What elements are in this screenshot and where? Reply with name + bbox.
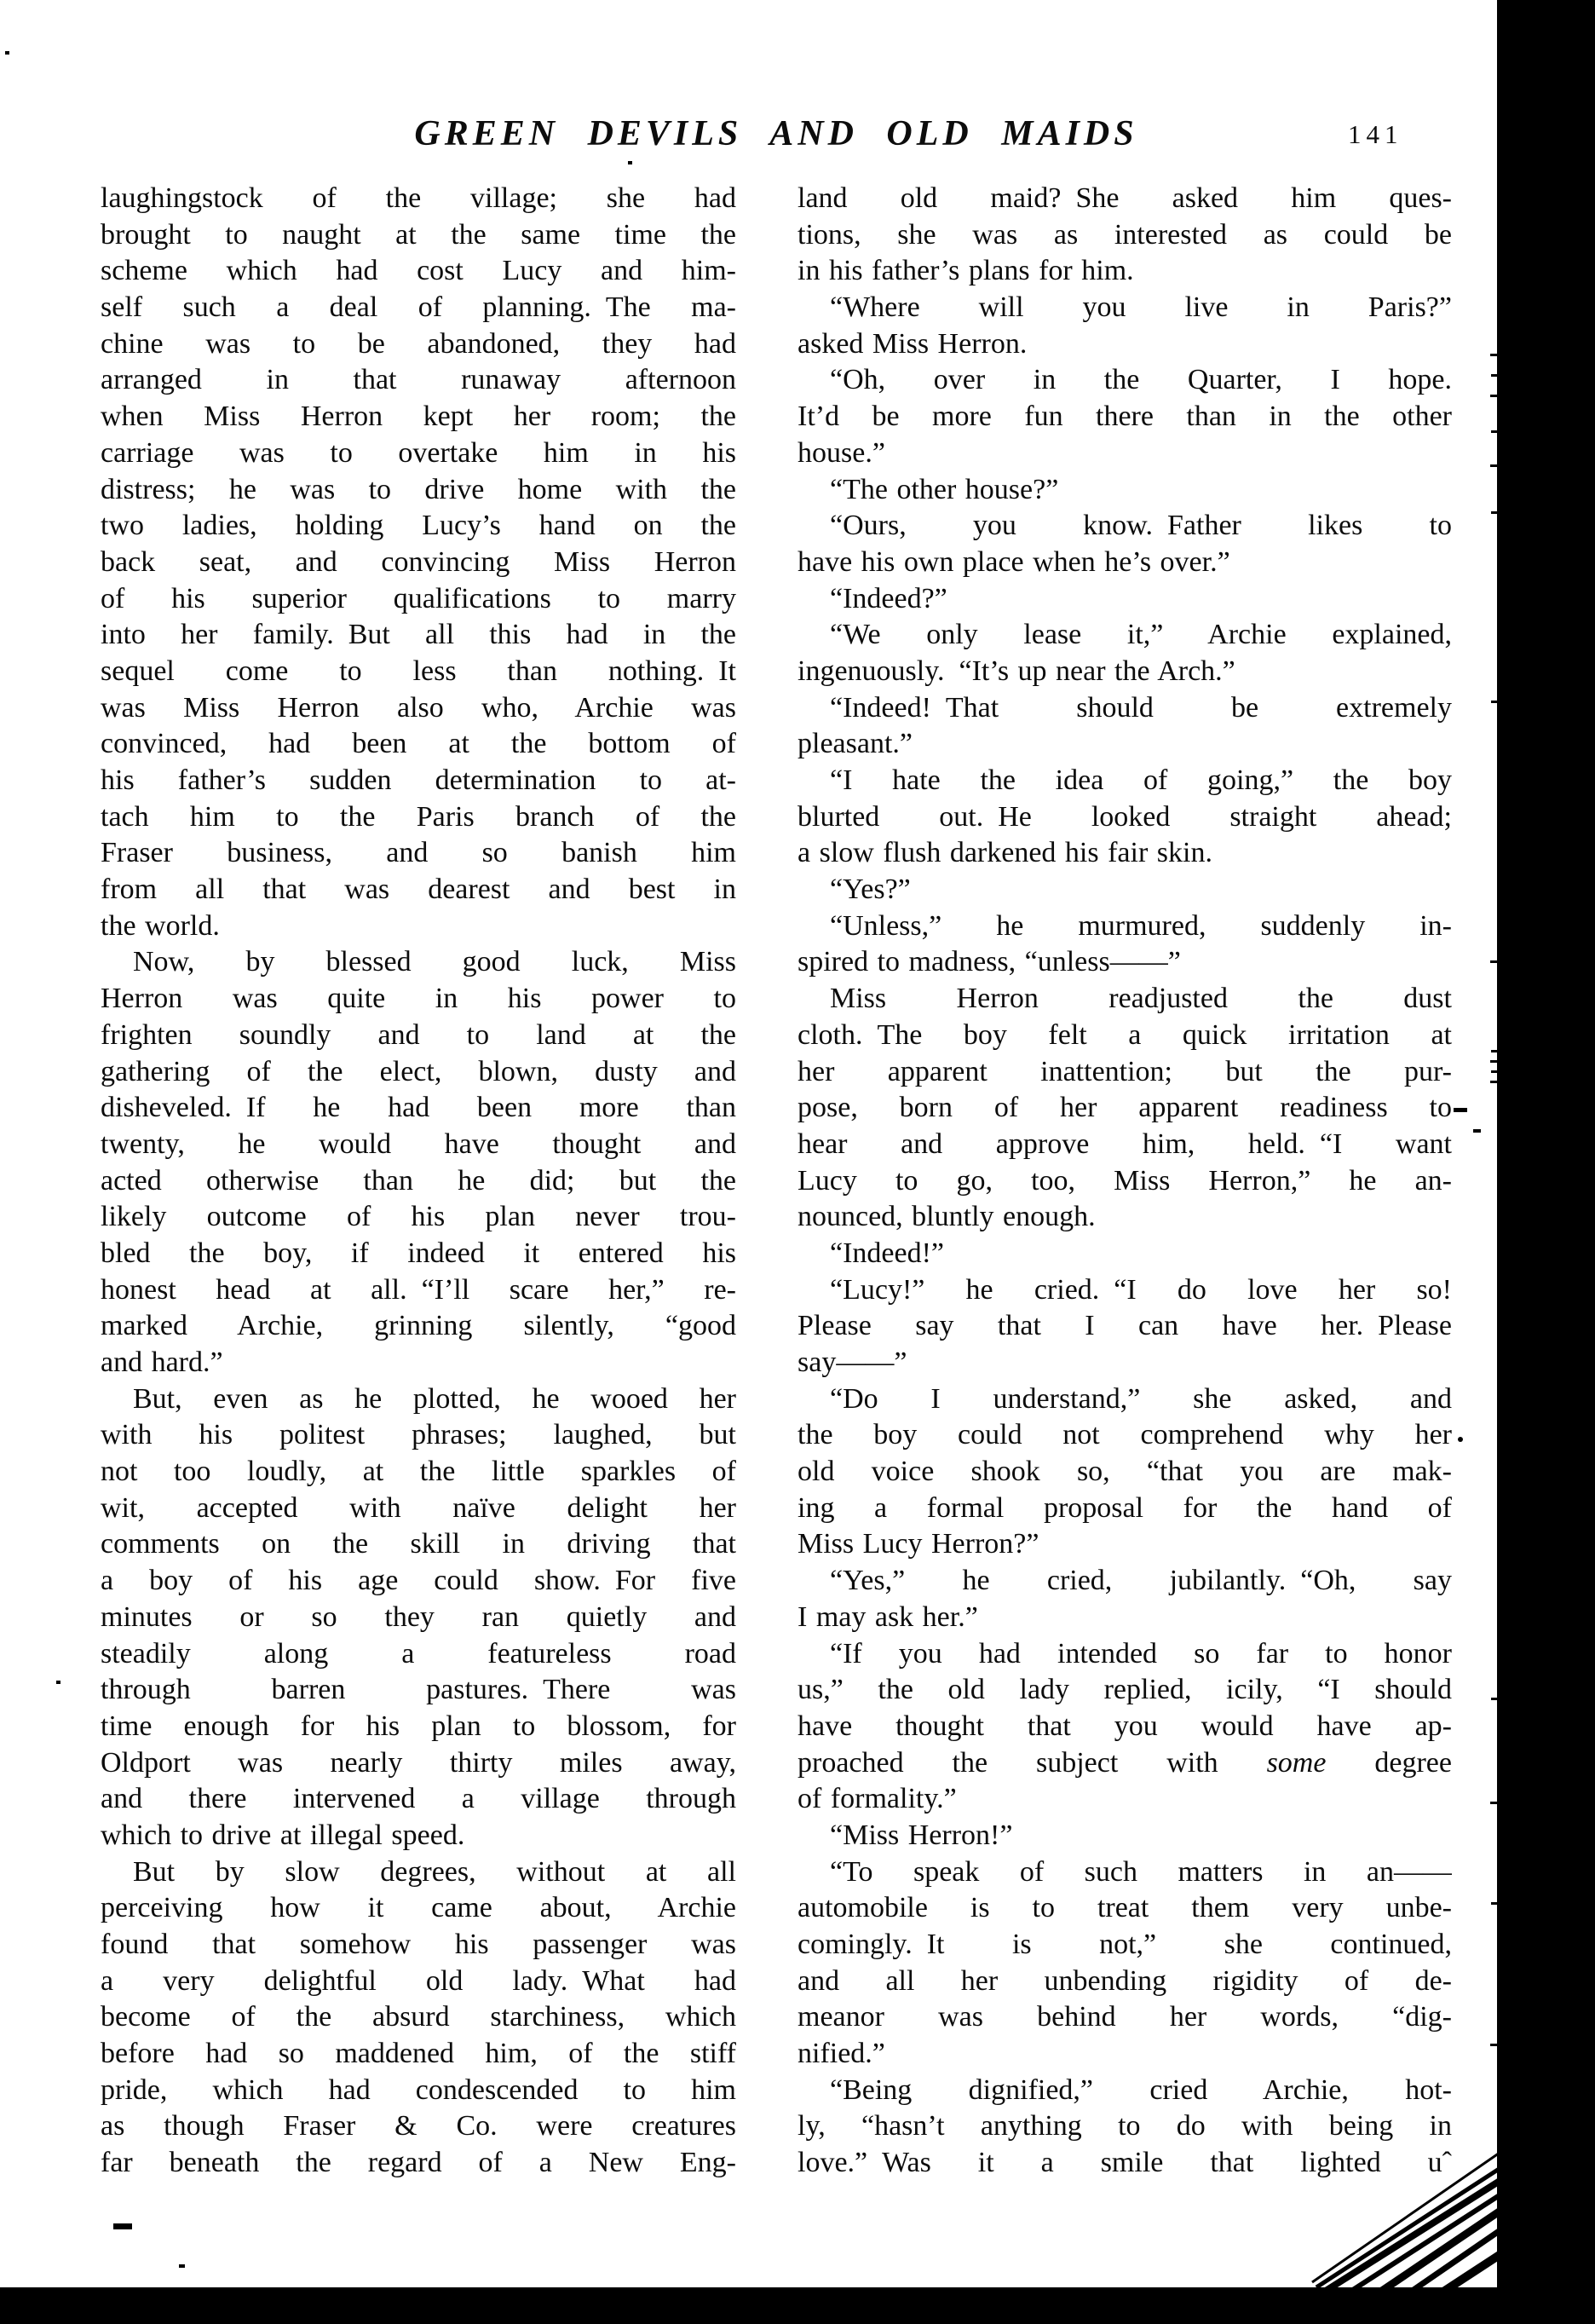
text-line: nified.” <box>798 2038 885 2070</box>
text-line: Miss Herron readjusted the dust <box>830 983 1452 1015</box>
text-line: when Miss Herron kept her room; the <box>101 401 736 433</box>
text-line: I may ask her.” <box>798 1600 978 1633</box>
text-line: distress; he was to drive home with the <box>101 473 736 505</box>
text-line: Now, by blessed good luck, Miss <box>133 946 736 978</box>
text-line: and there intervened a village through <box>101 1783 736 1815</box>
page-number: 141 <box>1348 119 1403 149</box>
text-line: acted otherwise than he did; but the <box>101 1164 736 1197</box>
text-line: her apparent inattention; but the pur- <box>798 1055 1452 1087</box>
text-line: pleasant.” <box>798 728 913 760</box>
text-line: “Yes?” <box>830 874 911 906</box>
text-line: of his superior qualifications to marry <box>101 582 736 614</box>
text-line: “Do I understand,” she asked, and <box>830 1382 1452 1415</box>
text-line: brought to naught at the same time the <box>101 218 736 251</box>
text-line: “Being dignified,” cried Archie, hot- <box>830 2073 1452 2106</box>
text-line: a very delightful old lady. What had <box>101 1964 736 1997</box>
text-line: “Yes,” he cried, jubilantly. “Oh, say <box>830 1565 1452 1597</box>
text-line: Oldport was nearly thirty miles away, <box>101 1746 736 1779</box>
text-line: love.” Was it a smile that lighted uˆ <box>798 2147 1452 2179</box>
text-line: and all her unbending rigidity of de- <box>798 1964 1452 1997</box>
text-line: through barren pastures. There was <box>101 1674 736 1706</box>
text-line: bled the boy, if indeed it entered his <box>101 1237 736 1269</box>
text-line: Fraser business, and so banish him <box>101 837 736 869</box>
text-line: gathering of the elect, blown, dusty and <box>101 1055 736 1087</box>
text-line: “To speak of such matters in an—— <box>830 1855 1452 1888</box>
text-line: “Ours, you know. Father likes to <box>830 510 1452 542</box>
text-line: comments on the skill in driving that <box>101 1528 736 1560</box>
text-line: become of the absurd starchiness, which <box>101 2001 736 2033</box>
text-line: steadily along a featureless road <box>101 1637 736 1669</box>
text-line: the world. <box>101 909 220 942</box>
text-line: land old maid? She asked him ques- <box>798 182 1452 214</box>
text-line: convinced, had been at the bottom of <box>101 728 736 760</box>
text-line: honest head at all. “I’ll scare her,” re- <box>101 1273 736 1306</box>
text-line: before had so maddened him, of the stiff <box>101 2038 736 2070</box>
text-line: say——” <box>798 1347 907 1378</box>
text-line: asked Miss Herron. <box>798 327 1028 360</box>
text-line: into her family. But all this had in the <box>101 619 736 651</box>
text-line: ly, “hasn’t anything to do with being in <box>798 2110 1452 2142</box>
scan-artifact-edge-ticks <box>1490 354 1498 2046</box>
text-line: twenty, he would have thought and <box>101 1127 736 1160</box>
text-line: as though Fraser & Co. were creatures <box>101 2110 736 2142</box>
text-line: a slow flush darkened his fair skin. <box>798 837 1212 869</box>
text-line: have thought that you would have ap- <box>798 1710 1452 1742</box>
text-line: pose, born of her apparent readiness to <box>798 1092 1452 1124</box>
text-line: us,” the old lady replied, icily, “I should <box>798 1674 1452 1706</box>
text-line: tach him to the Paris branch of the <box>101 800 736 833</box>
text-line: Lucy to go, too, Miss Herron,” he an- <box>798 1164 1452 1197</box>
text-line: “Indeed!” <box>830 1237 945 1269</box>
text-line: cloth. The boy felt a quick irritation at <box>798 1018 1452 1051</box>
text-line: carriage was to overtake him in his <box>101 436 736 469</box>
text-line: found that somehow his passenger was <box>101 1929 736 1960</box>
text-line: comingly. It is not,” she continued, <box>798 1929 1452 1960</box>
text-line: “Oh, over in the Quarter, I hope. <box>830 364 1452 396</box>
text-line: frighten soundly and to land at the <box>101 1018 736 1051</box>
text-line: “Miss Herron!” <box>830 1819 1013 1851</box>
text-line: “Where will you live in Paris?” <box>830 291 1452 324</box>
text-line: and hard.” <box>101 1347 223 1378</box>
text-line: “The other house?” <box>830 473 1059 505</box>
text-line: But by slow degrees, without at all <box>133 1855 736 1888</box>
text-line: two ladies, holding Lucy’s hand on the <box>101 510 736 542</box>
text-line: Herron was quite in his power to <box>101 983 736 1015</box>
text-line: which to drive at illegal speed. <box>101 1819 465 1851</box>
text-line: have his own place when he’s over.” <box>798 545 1230 578</box>
text-column-right <box>798 181 1452 2182</box>
text-line: his father’s sudden determination to at- <box>101 764 736 796</box>
text-line: nounced, bluntly enough. <box>798 1201 1096 1233</box>
text-column-left <box>101 181 736 2182</box>
text-line: in his father’s plans for him. <box>798 255 1134 287</box>
text-line: It’d be more fun there than in the other <box>798 401 1452 433</box>
text-line: time enough for his plan to blossom, for <box>101 1710 736 1742</box>
text-line: But, even as he plotted, he wooed her <box>133 1382 736 1415</box>
text-line: disheveled. If he had been more than <box>101 1092 736 1124</box>
running-title: GREEN DEVILS AND OLD MAIDS <box>414 114 1138 153</box>
text-line: “We only lease it,” Archie explained, <box>830 619 1452 651</box>
text-line: Miss Lucy Herron?” <box>798 1528 1039 1560</box>
text-line: arranged in that runaway afternoon <box>101 364 736 396</box>
text-line: with his politest phrases; laughed, but <box>101 1419 736 1451</box>
text-line: minutes or so they ran quietly and <box>101 1600 736 1633</box>
text-line: self such a deal of planning. The ma- <box>101 291 736 324</box>
text-line: laughingstock of the village; she had <box>101 182 736 214</box>
text-line: a boy of his age could show. For five <box>101 1565 736 1597</box>
text-line: pride, which had condescended to him <box>101 2073 736 2106</box>
text-line: meanor was behind her words, “dig- <box>798 2001 1452 2033</box>
text-line: hear and approve him, held. “I want <box>798 1127 1452 1160</box>
text-line: “Lucy!” he cried. “I do love her so! <box>830 1273 1452 1306</box>
text-line: not too loudly, at the little sparkles of <box>101 1456 736 1488</box>
text-line: far beneath the regard of a New Eng- <box>101 2147 736 2179</box>
text-line: the boy could not comprehend why her <box>798 1419 1452 1451</box>
scan-artifact-right-bar <box>1497 0 1595 2324</box>
text-line: back seat, and convincing Miss Herron <box>101 545 736 578</box>
text-line: “Unless,” he murmured, suddenly in- <box>830 909 1452 942</box>
text-line: marked Archie, grinning silently, “good <box>101 1310 736 1342</box>
text-line: from all that was dearest and best in <box>101 874 736 906</box>
text-line: likely outcome of his plan never trou- <box>101 1201 736 1233</box>
text-line: proached the subject with some degree <box>798 1746 1452 1779</box>
text-line: house.” <box>798 436 885 469</box>
text-line: was Miss Herron also who, Archie was <box>101 691 736 724</box>
text-line: tions, she was as interested as could be <box>798 218 1452 251</box>
text-line: Please say that I can have her. Please <box>798 1310 1452 1342</box>
text-line: blurted out. He looked straight ahead; <box>798 800 1452 833</box>
text-line: ingenuously. “It’s up near the Arch.” <box>798 655 1235 687</box>
text-line: automobile is to treat them very unbe- <box>798 1892 1452 1924</box>
text-line: “I hate the idea of going,” the boy <box>830 764 1452 796</box>
text-line: perceiving how it came about, Archie <box>101 1892 736 1924</box>
text-line: “Indeed! That should be extremely <box>830 691 1452 724</box>
text-line: sequel come to less than nothing. It <box>101 655 736 687</box>
text-line: of formality.” <box>798 1783 957 1815</box>
text-line: “Indeed?” <box>830 582 947 614</box>
text-line: spired to madness, “unless——” <box>798 946 1181 978</box>
scan-artifact-bottom-bar <box>0 2287 1595 2324</box>
text-line: “If you had intended so far to honor <box>830 1637 1452 1669</box>
text-line: old voice shook so, “that you are mak- <box>798 1456 1452 1488</box>
text-line: wit, accepted with naïve delight her <box>101 1491 736 1524</box>
text-line: chine was to be abandoned, they had <box>101 327 736 360</box>
text-line: scheme which had cost Lucy and him- <box>101 255 736 287</box>
text-line: ing a formal proposal for the hand of <box>798 1491 1452 1524</box>
